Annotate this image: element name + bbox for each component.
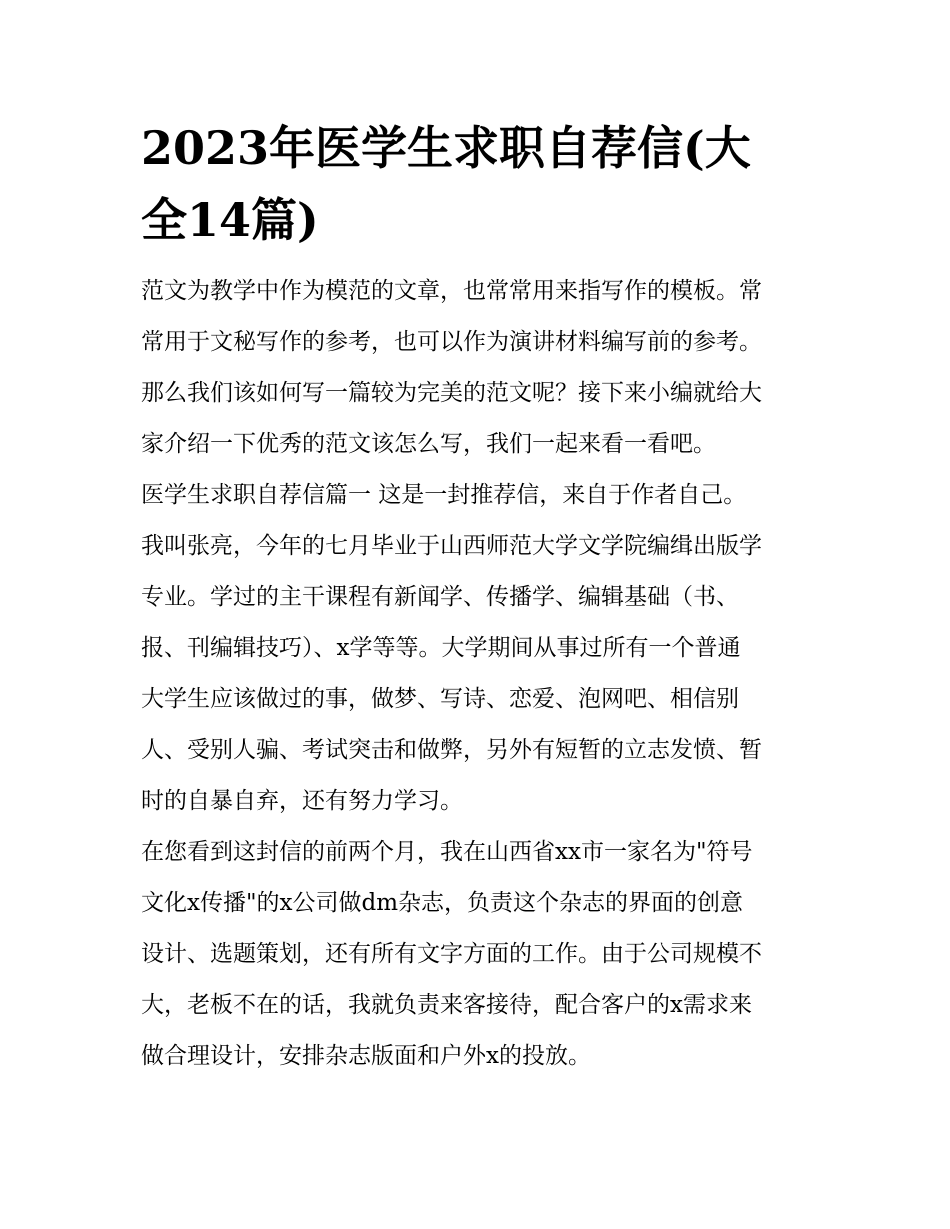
intro-paragraph [141, 266, 813, 470]
title-line: 2023年医学生求职自荐信(大 [141, 121, 751, 175]
text-line: 我叫张亮，今年的七月毕业于山西师范大学文学院编缉出版学 [141, 533, 762, 559]
text-line: 文化x传播"的x公司做dm杂志，负责这个杂志的界面的创意 [141, 890, 744, 916]
text-line: 常用于文秘写作的参考，也可以作为演讲材料编写前的参考。 [141, 329, 762, 355]
letter-paragraph-1 [141, 470, 813, 827]
document-content [141, 112, 813, 1082]
text-line: 人、受别人骗、考试突击和做弊，另外有短暂的立志发愤、暂 [141, 737, 762, 763]
text-line: 大，老板不在的话，我就负责来客接待，配合客户的x需求来 [141, 992, 752, 1018]
text-line: 设计、选题策划，还有所有文字方面的工作。由于公司规模不 [141, 941, 762, 967]
document-title [141, 112, 813, 256]
title-line: 全14篇) [141, 193, 319, 247]
text-line: 时的自暴自弃，还有努力学习。 [141, 788, 463, 814]
letter-paragraph-2 [141, 827, 813, 1082]
text-line: 大学生应该做过的事，做梦、写诗、恋爱、泡网吧、相信别 [141, 686, 739, 712]
text-line: 在您看到这封信的前两个月，我在山西省xx市一家名为"符号 [141, 839, 753, 865]
text-line: 医学生求职自荐信篇一 这是一封推荐信，来自于作者自己。 [141, 482, 747, 508]
text-line: 做合理设计，安排杂志版面和户外x的投放。 [141, 1043, 591, 1069]
text-line: 那么我们该如何写一篇较为完美的范文呢？接下来小编就给大 [141, 380, 762, 406]
text-line: 专业。学过的主干课程有新闻学、传播学、编辑基础（书、 [141, 584, 739, 610]
text-line: 报、刊编辑技巧）、x学等等。大学期间从事过所有一个普通 [141, 635, 741, 661]
text-line: 家介绍一下优秀的范文该怎么写，我们一起来看一看吧。 [141, 431, 716, 457]
text-line: 范文为教学中作为模范的文章，也常常用来指写作的模板。常 [141, 278, 762, 304]
document-body [141, 266, 813, 1082]
